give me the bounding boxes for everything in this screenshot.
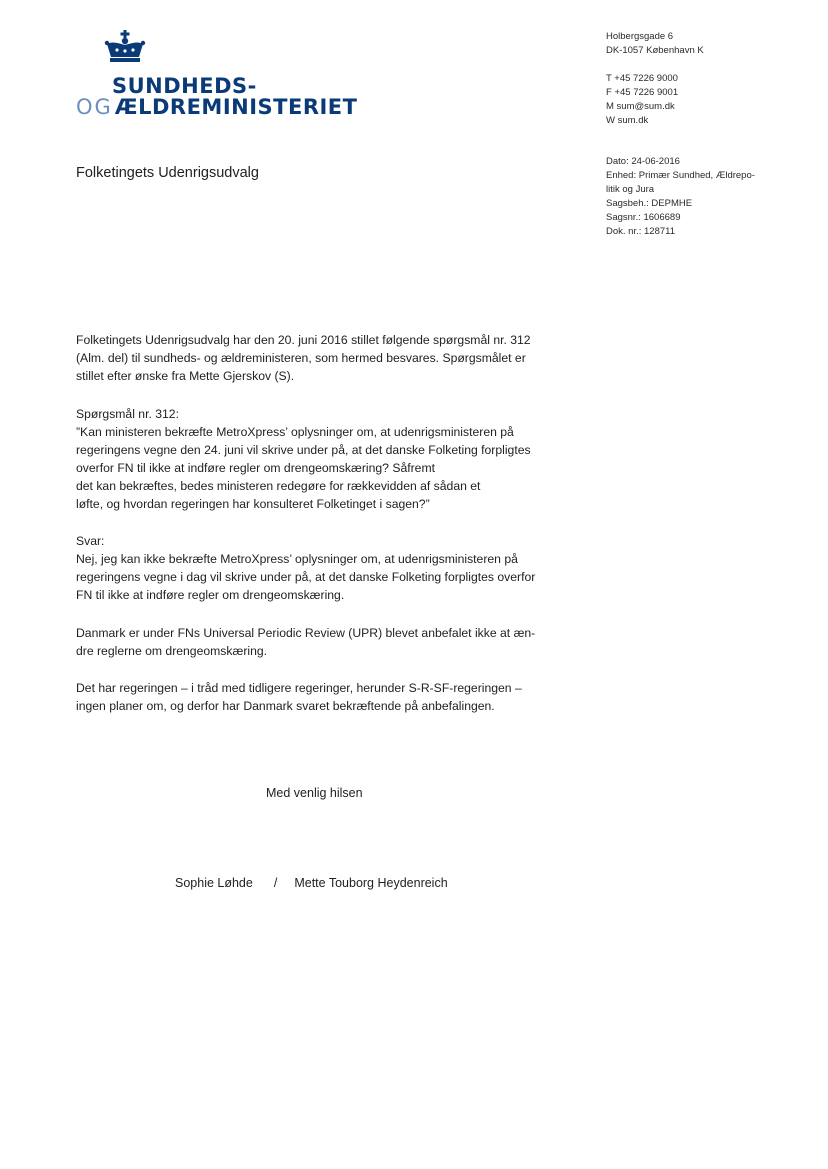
address-street: Holbergsgade 6 <box>606 31 674 42</box>
intro-paragraph <box>76 331 566 385</box>
answer-line: Nej, jeg kan ikke bekræfte MetroXpress’ oplysninger om, at udenrigsministeren på <box>76 552 518 566</box>
question-line: løfte, og hvordan regeringen har konsulteret Folketinget i sagen?” <box>76 497 430 511</box>
upr-line: Danmark er under FNs Universal Periodic Review (UPR) blevet anbefalet ikke at æn- <box>76 626 536 640</box>
meta-case-no: Sagsnr.: 1606689 <box>606 212 681 223</box>
question-line: det kan bekræftes, bedes ministeren redegøre for rækkevidden af sådan et <box>76 479 481 493</box>
upr-line: dre reglerne om drengeomskæring. <box>76 644 268 658</box>
address-city: DK-1057 København K <box>606 45 704 56</box>
contact-fax: F +45 7226 9001 <box>606 87 679 98</box>
logo-ministry-name: ÆLDREMINISTERIET <box>114 95 358 119</box>
contact-mail: M sum@sum.dk <box>606 101 675 112</box>
upr-paragraph <box>76 624 566 660</box>
meta-unit-2: litik og Jura <box>606 184 655 195</box>
meta-date: Dato: 24-06-2016 <box>606 156 680 167</box>
government-line: ingen planer om, og derfor har Danmark svaret bekræftende på anbefalingen. <box>76 699 495 713</box>
logo-line-1: SUNDHEDS- <box>112 74 257 98</box>
question-line: ”Kan ministeren bekræfte MetroXpress’ oplysninger om, at udenrigsministeren på <box>76 425 514 439</box>
intro-line: Folketingets Udenrigsudvalg har den 20. juni 2016 stillet følgende spørgsmål nr. 312 <box>76 333 531 347</box>
question-paragraph <box>76 405 566 513</box>
contact-block <box>606 72 678 128</box>
signature-separator: / <box>273 876 278 890</box>
question-heading: Spørgsmål nr. 312: <box>76 407 179 421</box>
logo-og-prefix: OG <box>76 95 113 119</box>
government-line: Det har regeringen – i tråd med tidligere regeringer, herunder S-R-SF-regeringen – <box>76 681 522 695</box>
meta-case-handler: Sagsbeh.: DEPMHE <box>606 198 693 209</box>
closing-greeting: Med venlig hilsen <box>266 786 363 800</box>
address-block <box>606 30 704 58</box>
logo-line-2 <box>76 95 357 119</box>
signature-minister: Sophie Løhde <box>175 876 253 890</box>
intro-line: stillet efter ønske fra Mette Gjerskov (S). <box>76 369 295 383</box>
meta-unit-1: Enhed: Primær Sundhed, Ældrepo- <box>606 170 755 181</box>
government-paragraph <box>76 679 566 715</box>
meta-block <box>606 155 755 239</box>
contact-phone: T +45 7226 9000 <box>606 73 678 84</box>
answer-heading: Svar: <box>76 534 105 548</box>
intro-line: (Alm. del) til sundheds- og ældreministeren, som hermed besvares. Spørgsmålet er <box>76 351 526 365</box>
answer-paragraph <box>76 532 566 604</box>
meta-doc-no: Dok. nr.: 128711 <box>606 226 676 237</box>
crown-icon <box>104 30 146 66</box>
question-line: overfor FN til ikke at indføre regler om drengeomskæring? Såfremt <box>76 461 435 475</box>
contact-web: W sum.dk <box>606 115 649 126</box>
signature-official: Mette Touborg Heydenreich <box>294 876 448 890</box>
answer-line: FN til ikke at indføre regler om drengeomskæring. <box>76 588 345 602</box>
question-line: regeringens vegne den 24. juni vil skrive under på, at det danske Folketing forpligtes <box>76 443 531 457</box>
recipient: Folketingets Udenrigsudvalg <box>76 165 259 181</box>
signature-line <box>175 876 448 890</box>
answer-line: regeringens vegne i dag vil skrive under på, at det danske Folketing forpligtes overfor <box>76 570 536 584</box>
